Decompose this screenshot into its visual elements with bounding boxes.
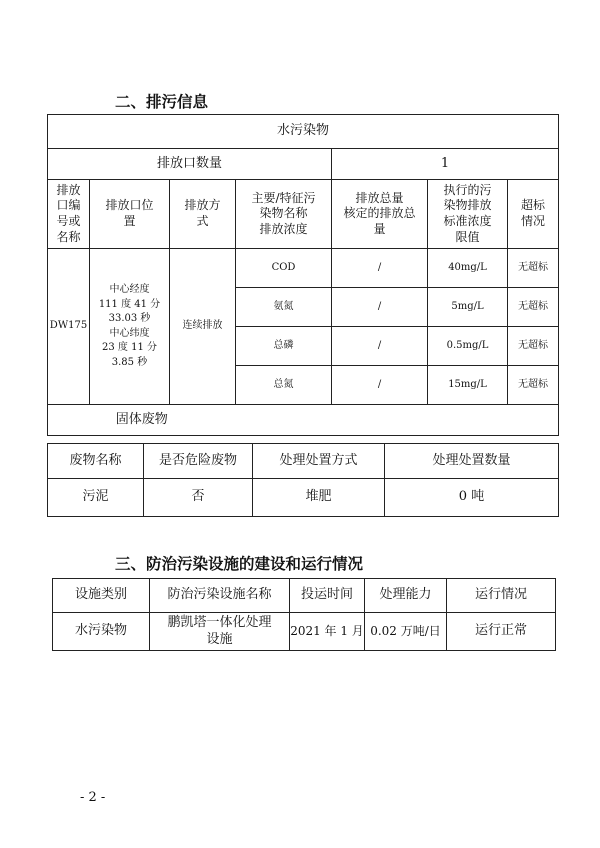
facility-header-name: 防治污染设施名称 xyxy=(150,579,290,613)
facility-name: 鹏凯塔一体化处理 设施 xyxy=(150,613,290,651)
outlet-count-value: 1 xyxy=(332,149,559,180)
outlet-count-label: 排放口数量 xyxy=(48,149,332,180)
pollutant-name: 总磷 xyxy=(236,327,332,366)
water-pollutants-table xyxy=(47,114,559,436)
pollutant-name: 总氮 xyxy=(236,366,332,405)
outlet-id: DW175 xyxy=(48,249,90,405)
header-outlet-id: 排放 口编 号或 名称 xyxy=(48,180,90,249)
solid-waste-table xyxy=(47,443,559,517)
solid-waste-title-spacer xyxy=(236,405,559,436)
pollutant-status: 无超标 xyxy=(508,327,559,366)
pollutant-total: / xyxy=(332,288,428,327)
facility-capacity: 0.02 万吨/日 xyxy=(365,613,447,651)
section-3-heading: 三、防治污染设施的建设和运行情况 xyxy=(115,555,364,573)
pollutant-total: / xyxy=(332,327,428,366)
header-standard-limit: 执行的污 染物排放 标准浓度 限值 xyxy=(428,180,508,249)
solid-header-hazardous: 是否危险废物 xyxy=(144,444,253,479)
facility-date: 2021 年 1 月 xyxy=(290,613,365,651)
facility-header-category: 设施类别 xyxy=(53,579,150,613)
pollutant-limit: 40mg/L xyxy=(428,249,508,288)
facility-header-status: 运行情况 xyxy=(447,579,556,613)
pollutant-limit: 0.5mg/L xyxy=(428,327,508,366)
pollutant-total: / xyxy=(332,366,428,405)
water-pollutants-title: 水污染物 xyxy=(48,115,559,149)
header-exceed-status: 超标 情况 xyxy=(508,180,559,249)
outlet-location: 中心经度 111 度 41 分 33.03 秒 中心纬度 23 度 11 分 3.85 秒 xyxy=(90,249,170,405)
header-pollutant-names: 主要/特征污 染物名称 排放浓度 xyxy=(236,180,332,249)
discharge-method: 连续排放 xyxy=(170,249,236,405)
pollutant-name: 氨氮 xyxy=(236,288,332,327)
facility-header-capacity: 处理能力 xyxy=(365,579,447,613)
solid-header-quantity: 处理处置数量 xyxy=(385,444,559,479)
solid-waste-title: 固体废物 xyxy=(48,405,236,436)
header-discharge-method: 排放方 式 xyxy=(170,180,236,249)
solid-waste-quantity: 0 吨 xyxy=(385,479,559,517)
facilities-table xyxy=(52,578,556,651)
solid-waste-method: 堆肥 xyxy=(253,479,385,517)
pollutant-limit: 15mg/L xyxy=(428,366,508,405)
pollutant-status: 无超标 xyxy=(508,366,559,405)
solid-header-method: 处理处置方式 xyxy=(253,444,385,479)
pollutant-total: / xyxy=(332,249,428,288)
section-2-heading: 二、排污信息 xyxy=(115,93,209,111)
header-approved-total: 排放总量 核定的排放总 量 xyxy=(332,180,428,249)
facility-status: 运行正常 xyxy=(447,613,556,651)
solid-header-name: 废物名称 xyxy=(48,444,144,479)
solid-waste-hazardous: 否 xyxy=(144,479,253,517)
pollutant-limit: 5mg/L xyxy=(428,288,508,327)
pollutant-name: COD xyxy=(236,249,332,288)
page-number: - 2 - xyxy=(80,790,106,805)
pollutant-status: 无超标 xyxy=(508,288,559,327)
facility-header-date: 投运时间 xyxy=(290,579,365,613)
solid-waste-name: 污泥 xyxy=(48,479,144,517)
header-outlet-location: 排放口位 置 xyxy=(90,180,170,249)
pollutant-status: 无超标 xyxy=(508,249,559,288)
facility-category: 水污染物 xyxy=(53,613,150,651)
